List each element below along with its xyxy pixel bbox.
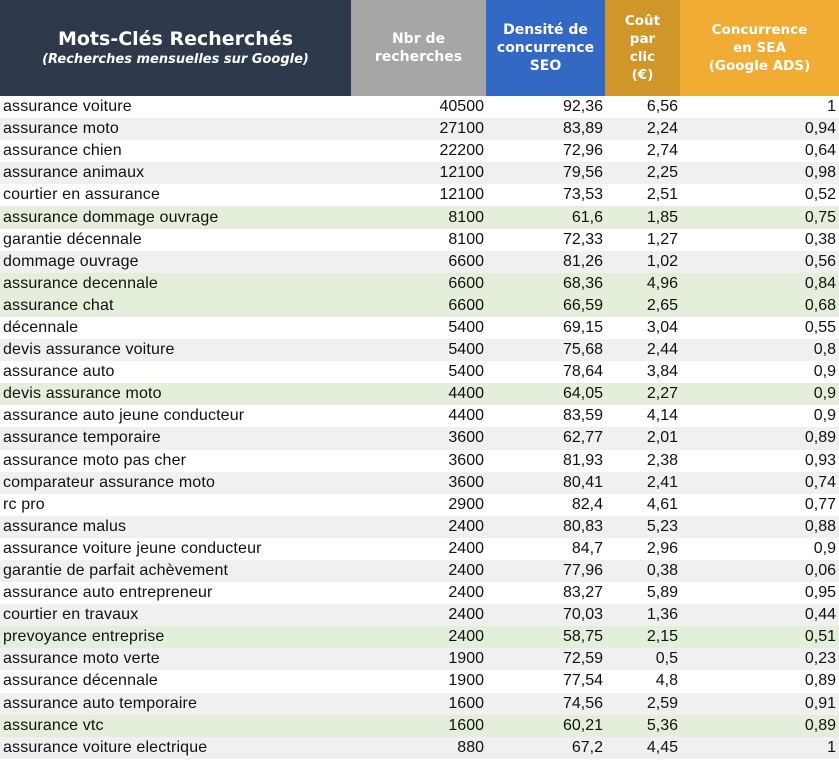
table-row	[0, 295, 839, 317]
sea-competition-cell: 1	[827, 738, 836, 756]
header-cpc-line: (€)	[631, 67, 654, 83]
seo-density-cell: 81,26	[562, 252, 603, 270]
seo-density-cell: 82,4	[571, 495, 603, 513]
table-row	[0, 693, 839, 715]
keyword-cell: dommage ouvrage	[3, 252, 139, 270]
searches-cell: 2400	[448, 517, 484, 535]
keyword-cell: assurance décennale	[3, 672, 158, 690]
searches-cell: 6600	[448, 252, 484, 270]
cpc-cell: 4,14	[646, 407, 678, 425]
searches-cell: 4400	[448, 407, 484, 425]
seo-density-cell: 83,89	[562, 120, 603, 138]
table-subtitle: (Recherches mensuelles sur Google)	[42, 52, 309, 67]
searches-cell: 6600	[448, 296, 484, 314]
sea-competition-cell: 0,94	[804, 120, 836, 138]
keyword-cell: assurance moto	[3, 120, 119, 138]
sea-competition-cell: 0,64	[804, 142, 836, 160]
table-row	[0, 162, 839, 184]
sea-competition-cell: 0,9	[813, 407, 836, 425]
keyword-cell: courtier en travaux	[3, 606, 139, 624]
cpc-cell: 4,45	[646, 738, 678, 756]
cpc-cell: 0,5	[655, 650, 678, 668]
keyword-cell: assurance temporaire	[3, 429, 161, 447]
keyword-cell: assurance voiture jeune conducteur	[3, 539, 262, 557]
keyword-cell: devis assurance voiture	[3, 341, 175, 359]
searches-cell: 40500	[439, 98, 484, 116]
table-row	[0, 206, 839, 228]
header-cpc-line: Coût	[624, 13, 661, 29]
seo-density-cell: 78,64	[562, 363, 603, 381]
keyword-cell: assurance auto entrepreneur	[3, 584, 213, 602]
seo-density-cell: 77,96	[562, 562, 603, 580]
sea-competition-cell: 0,75	[804, 208, 836, 226]
keyword-cell: garantie de parfait achèvement	[3, 562, 229, 580]
table-row	[0, 582, 839, 604]
table-row	[0, 737, 839, 759]
keyword-cell: assurance auto temporaire	[3, 694, 198, 712]
sea-competition-cell: 0,95	[804, 584, 836, 602]
searches-cell: 27100	[439, 120, 484, 138]
cpc-cell: 5,23	[646, 517, 678, 535]
seo-density-cell: 62,77	[562, 429, 603, 447]
cpc-cell: 1,27	[646, 230, 678, 248]
table-row	[0, 516, 839, 538]
cpc-cell: 2,27	[646, 385, 678, 403]
cpc-cell: 4,96	[646, 274, 678, 292]
sea-competition-cell: 0,06	[804, 562, 836, 580]
keyword-cell: assurance animaux	[3, 164, 145, 182]
sea-competition-cell: 0,55	[804, 318, 836, 336]
table-row	[0, 96, 839, 118]
table-row	[0, 472, 839, 494]
searches-cell: 4400	[448, 385, 484, 403]
header-cpc-line: par	[629, 31, 656, 47]
seo-density-cell: 61,6	[571, 208, 603, 226]
keyword-cell: prevoyance entreprise	[3, 628, 165, 646]
searches-cell: 3600	[448, 451, 484, 469]
seo-density-cell: 68,36	[562, 274, 603, 292]
cpc-cell: 3,04	[646, 318, 678, 336]
cpc-cell: 2,51	[646, 186, 678, 204]
seo-density-cell: 60,21	[562, 716, 603, 734]
seo-density-cell: 79,56	[562, 164, 603, 182]
seo-density-cell: 64,05	[562, 385, 603, 403]
keyword-cell: assurance malus	[3, 517, 127, 535]
keyword-cell: assurance moto pas cher	[3, 451, 187, 469]
seo-density-cell: 58,75	[562, 628, 603, 646]
searches-cell: 12100	[439, 186, 484, 204]
keyword-cell: assurance voiture electrique	[3, 738, 208, 756]
searches-cell: 1900	[448, 650, 484, 668]
keyword-cell: assurance decennale	[3, 274, 158, 292]
cpc-cell: 0,38	[646, 562, 678, 580]
header-searches-line: Nbr de	[391, 31, 446, 47]
header-sea-line: Concurrence	[711, 22, 808, 38]
seo-density-cell: 73,53	[562, 186, 603, 204]
sea-competition-cell: 0,98	[804, 164, 836, 182]
sea-competition-cell: 0,56	[804, 252, 836, 270]
keyword-cell: décennale	[3, 318, 79, 336]
sea-competition-cell: 0,89	[804, 429, 836, 447]
sea-competition-cell: 1	[827, 98, 836, 116]
seo-density-cell: 80,41	[562, 473, 603, 491]
sea-competition-cell: 0,84	[804, 274, 836, 292]
sea-competition-cell: 0,52	[804, 186, 836, 204]
cpc-cell: 2,59	[646, 694, 678, 712]
sea-competition-cell: 0,93	[804, 451, 836, 469]
searches-cell: 12100	[439, 164, 484, 182]
searches-cell: 5400	[448, 318, 484, 336]
keyword-cell: assurance dommage ouvrage	[3, 208, 219, 226]
table-row	[0, 118, 839, 140]
table-row	[0, 494, 839, 516]
table-body	[0, 96, 839, 759]
cpc-cell: 4,8	[655, 672, 678, 690]
keyword-cell: rc pro	[3, 495, 45, 513]
searches-cell: 6600	[448, 274, 484, 292]
keyword-cell: assurance vtc	[3, 716, 104, 734]
sea-competition-cell: 0,9	[813, 385, 836, 403]
seo-density-cell: 81,93	[562, 451, 603, 469]
table-row	[0, 317, 839, 339]
table-title: Mots-Clés Recherchés	[57, 28, 294, 50]
header-searches-line: recherches	[374, 49, 463, 65]
table-row	[0, 427, 839, 449]
table-row	[0, 715, 839, 737]
cpc-cell: 2,41	[646, 473, 678, 491]
keyword-cell: assurance voiture	[3, 98, 132, 116]
searches-cell: 2400	[448, 606, 484, 624]
searches-cell: 5400	[448, 363, 484, 381]
seo-density-cell: 70,03	[562, 606, 603, 624]
keyword-cell: courtier en assurance	[3, 186, 161, 204]
cpc-cell: 2,15	[646, 628, 678, 646]
seo-density-cell: 77,54	[562, 672, 603, 690]
sea-competition-cell: 0,9	[813, 363, 836, 381]
keyword-cell: assurance chien	[3, 142, 122, 160]
cpc-cell: 5,89	[646, 584, 678, 602]
keyword-cell: assurance auto	[3, 363, 115, 381]
sea-competition-cell: 0,77	[804, 495, 836, 513]
table-row	[0, 670, 839, 692]
cpc-cell: 2,65	[646, 296, 678, 314]
table-row	[0, 140, 839, 162]
sea-competition-cell: 0,89	[804, 672, 836, 690]
sea-competition-cell: 0,89	[804, 716, 836, 734]
table-row	[0, 251, 839, 273]
keyword-cell: assurance moto verte	[3, 650, 160, 668]
seo-density-cell: 92,36	[562, 98, 603, 116]
keyword-cell: assurance auto jeune conducteur	[3, 407, 245, 425]
table-row	[0, 405, 839, 427]
searches-cell: 2400	[448, 539, 484, 557]
sea-competition-cell: 0,74	[804, 473, 836, 491]
searches-cell: 1600	[448, 694, 484, 712]
header-seo-line: Densité de	[503, 22, 588, 38]
table-row	[0, 648, 839, 670]
sea-competition-cell: 0,38	[804, 230, 836, 248]
table-row	[0, 538, 839, 560]
sea-competition-cell: 0,88	[804, 517, 836, 535]
cpc-cell: 4,61	[646, 495, 678, 513]
searches-cell: 2900	[448, 495, 484, 513]
keyword-cell: assurance chat	[3, 296, 114, 314]
sea-competition-cell: 0,91	[804, 694, 836, 712]
table-header	[0, 0, 839, 96]
table-row	[0, 184, 839, 206]
keyword-cell: garantie décennale	[3, 230, 142, 248]
searches-cell: 880	[457, 738, 484, 756]
cpc-cell: 2,74	[646, 142, 678, 160]
seo-density-cell: 69,15	[562, 318, 603, 336]
cpc-cell: 1,36	[646, 606, 678, 624]
seo-density-cell: 83,27	[562, 584, 603, 602]
cpc-cell: 6,56	[646, 98, 678, 116]
seo-density-cell: 80,83	[562, 517, 603, 535]
seo-density-cell: 72,59	[562, 650, 603, 668]
header-cpc-line: clic	[629, 49, 656, 65]
table-row	[0, 229, 839, 251]
sea-competition-cell: 0,9	[813, 539, 836, 557]
sea-competition-cell: 0,51	[804, 628, 836, 646]
cpc-cell: 3,84	[646, 363, 678, 381]
header-seo-line: SEO	[529, 58, 562, 74]
cpc-cell: 2,25	[646, 164, 678, 182]
table-row	[0, 361, 839, 383]
cpc-cell: 1,85	[646, 208, 678, 226]
header-searches	[351, 0, 486, 96]
table-row	[0, 273, 839, 295]
searches-cell: 2400	[448, 562, 484, 580]
header-sea-line: (Google ADS)	[708, 58, 811, 74]
sea-competition-cell: 0,68	[804, 296, 836, 314]
searches-cell: 2400	[448, 584, 484, 602]
searches-cell: 1900	[448, 672, 484, 690]
searches-cell: 3600	[448, 429, 484, 447]
seo-density-cell: 72,96	[562, 142, 603, 160]
searches-cell: 22200	[439, 142, 484, 160]
seo-density-cell: 67,2	[571, 738, 603, 756]
seo-density-cell: 72,33	[562, 230, 603, 248]
header-seo-density	[486, 0, 605, 96]
sea-competition-cell: 0,23	[804, 650, 836, 668]
searches-cell: 8100	[448, 230, 484, 248]
searches-cell: 8100	[448, 208, 484, 226]
cpc-cell: 2,38	[646, 451, 678, 469]
table-row	[0, 560, 839, 582]
cpc-cell: 2,44	[646, 341, 678, 359]
seo-density-cell: 66,59	[562, 296, 603, 314]
keyword-cell: devis assurance moto	[3, 385, 162, 403]
header-keywords	[0, 0, 351, 96]
searches-cell: 3600	[448, 473, 484, 491]
table-row	[0, 383, 839, 405]
cpc-cell: 2,01	[646, 429, 678, 447]
cpc-cell: 1,02	[646, 252, 678, 270]
searches-cell: 1600	[448, 716, 484, 734]
seo-density-cell: 84,7	[571, 539, 603, 557]
seo-density-cell: 83,59	[562, 407, 603, 425]
header-sea-line: en SEA	[733, 40, 786, 56]
cpc-cell: 2,24	[646, 120, 678, 138]
cpc-cell: 2,96	[646, 539, 678, 557]
seo-density-cell: 75,68	[562, 341, 603, 359]
searches-cell: 5400	[448, 341, 484, 359]
table-row	[0, 626, 839, 648]
table-row	[0, 339, 839, 361]
header-cost-per-click	[605, 0, 680, 96]
header-seo-line: concurrence	[496, 40, 595, 56]
header-sea-competition	[680, 0, 839, 96]
keyword-cell: comparateur assurance moto	[3, 473, 216, 491]
sea-competition-cell: 0,8	[813, 341, 836, 359]
sea-competition-cell: 0,44	[804, 606, 836, 624]
searches-cell: 2400	[448, 628, 484, 646]
table-row	[0, 604, 839, 626]
table-row	[0, 450, 839, 472]
cpc-cell: 5,36	[646, 716, 678, 734]
seo-density-cell: 74,56	[562, 694, 603, 712]
